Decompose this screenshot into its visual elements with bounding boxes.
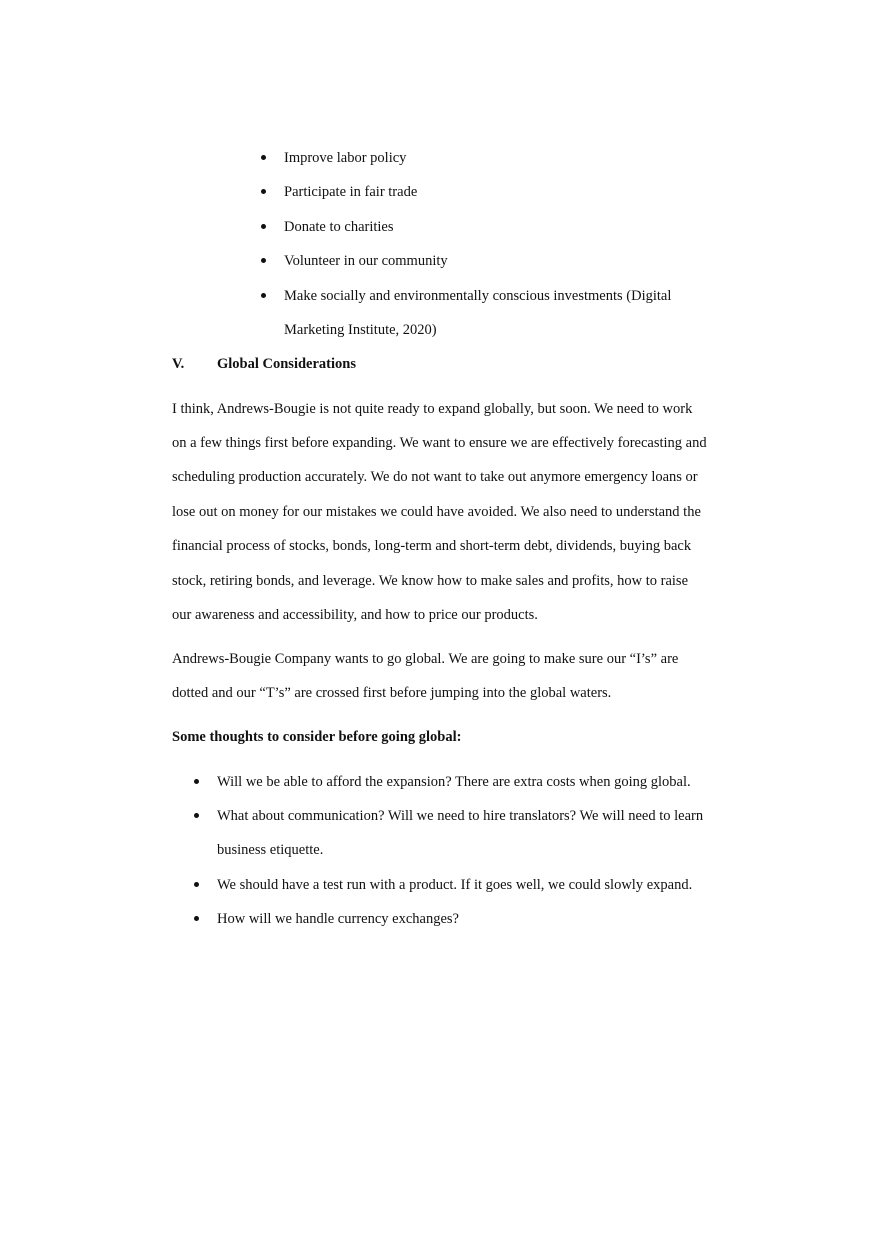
list-item: Donate to charities: [284, 219, 394, 235]
bullet-dot: [261, 258, 266, 263]
paragraph-line: lose out on money for our mistakes we could have avoided. We also need to understand the: [172, 504, 701, 520]
bullet-dot: [261, 293, 266, 298]
section-title: Global Considerations: [217, 356, 356, 372]
list-item: We should have a test run with a product. If it goes well, we could slowly expand.: [217, 877, 693, 893]
paragraph-line: stock, retiring bonds, and leverage. We know how to make sales and profits, how to raise: [172, 573, 689, 589]
paragraph-line: financial process of stocks, bonds, long-term and short-term debt, dividends, buying back: [172, 538, 692, 554]
paragraph-line: I think, Andrews-Bougie is not quite ready to expand globally, but soon. We need to work: [172, 401, 693, 417]
bullet-dot: [261, 189, 266, 194]
list-item: Volunteer in our community: [284, 253, 448, 269]
list-item: Participate in fair trade: [284, 184, 418, 200]
bullet-dot: [194, 779, 199, 784]
bullet-dot: [261, 224, 266, 229]
paragraph-line: scheduling production accurately. We do not want to take out anymore emergency loans or: [172, 469, 698, 485]
bullet-dot: [194, 813, 199, 818]
list-item-continuation: business etiquette.: [217, 842, 324, 858]
bullet-dot: [261, 155, 266, 160]
section-number: V.: [172, 356, 185, 372]
list-item: How will we handle currency exchanges?: [217, 911, 459, 927]
thoughts-heading: Some thoughts to consider before going global:: [172, 729, 462, 745]
list-item: Improve labor policy: [284, 150, 407, 166]
paragraph-line: dotted and our “T’s” are crossed first before jumping into the global waters.: [172, 685, 612, 701]
paragraph-line: Andrews-Bougie Company wants to go global. We are going to make sure our “I’s” are: [172, 651, 679, 667]
list-item-continuation: Marketing Institute, 2020): [284, 322, 437, 338]
list-item: Make socially and environmentally conscious investments (Digital: [284, 288, 672, 304]
list-item: What about communication? Will we need to hire translators? We will need to learn: [217, 808, 704, 824]
bullet-dot: [194, 916, 199, 921]
paragraph-line: on a few things first before expanding. We want to ensure we are effectively forecasting and: [172, 435, 707, 451]
list-item: Will we be able to afford the expansion? There are extra costs when going global.: [217, 774, 691, 790]
paragraph-line: our awareness and accessibility, and how to price our products.: [172, 607, 538, 623]
bullet-dot: [194, 882, 199, 887]
